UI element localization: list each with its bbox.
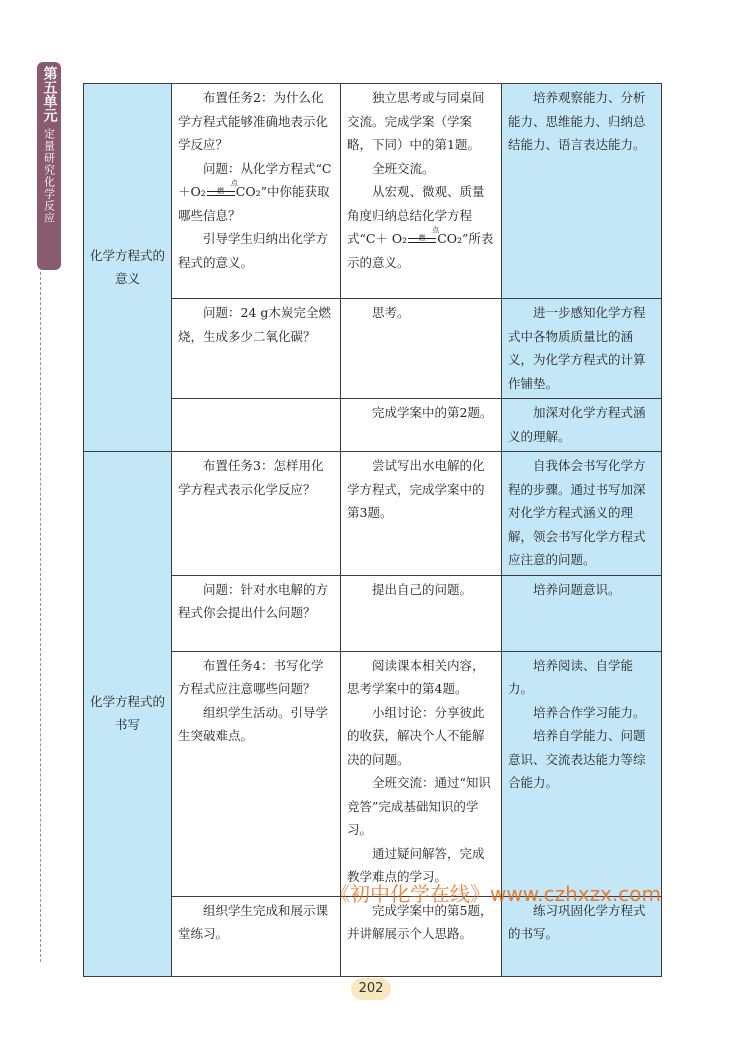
purpose-cell: 练习巩固化学方程式的书写。: [502, 896, 662, 976]
teacher-activity-cell: 布置任务3：怎样用化学方程式表示化学反应？: [172, 452, 341, 576]
unit-label: 第五单元: [41, 66, 58, 122]
teacher-activity-cell: 问题：针对水电解的方程式你会提出什么问题？: [172, 575, 341, 651]
section-topic-meaning: 化学方程式的意义: [84, 84, 172, 452]
purpose-cell: 培养问题意识。: [502, 575, 662, 651]
teacher-activity-cell: 布置任务2：为什么化学方程式能够准确地表示化学反应？ 问题：从化学方程式“C＋O₂ 点燃 CO₂”中你能获取哪些信息？ 引导学生归纳出化学方程式的意义。: [172, 84, 341, 299]
teacher-activity-cell: 布置任务4：书写化学方程式应注意哪些问题？ 组织学生活动。引导学生突破难点。: [172, 651, 341, 896]
reaction-arrow-icon: 点燃: [407, 234, 437, 246]
student-activity-cell: 思考。: [341, 299, 502, 399]
table-row: [84, 452, 662, 576]
unit-topic: 定量研究化学反应: [42, 128, 56, 224]
table-row: [84, 84, 662, 299]
student-activity-cell: 独立思考或与同桌间交流。完成学案（学案略，下同）中的第1题。 全班交流。 从宏观、微观、质量角度归纳总结化学方程式“C＋ O₂ 点燃 CO₂”所表示的意义。: [341, 84, 502, 299]
student-activity-cell: 尝试写出水电解的化学方程式，完成学案中的第3题。: [341, 452, 502, 576]
student-activity-cell: 完成学案中的第5题，并讲解展示个人思路。: [341, 896, 502, 976]
lesson-plan-table: [83, 83, 662, 977]
reaction-arrow-icon: 点燃: [206, 187, 236, 199]
unit-side-tab: [37, 62, 61, 270]
purpose-cell: 加深对化学方程式涵义的理解。: [502, 399, 662, 452]
student-activity-cell: 完成学案中的第2题。: [341, 399, 502, 452]
page-number: 202: [351, 978, 391, 1000]
purpose-cell: 培养阅读、自学能力。 培养合作学习能力。 培养自学能力、问题意识、交流表达能力等综合能力。: [502, 651, 662, 896]
student-activity-cell: 提出自己的问题。: [341, 575, 502, 651]
section-topic-writing: 化学方程式的书写: [84, 452, 172, 977]
student-activity-cell: 阅读课本相关内容，思考学案中的第4题。 小组讨论：分享彼此的收获，解决个人不能解决的问题。 全班交流：通过“知识竞答”完成基础知识的学习。 通过疑问解答，完成教学难点的学习。: [341, 651, 502, 896]
teacher-activity-cell: [172, 399, 341, 452]
watermark: 《初中化学在线》www.czhxzx.com: [330, 882, 662, 906]
side-divider-line: [40, 272, 41, 962]
purpose-cell: 自我体会书写化学方程的步骤。通过书写加深对化学方程式涵义的理解，领会书写化学方程式应注意的问题。: [502, 452, 662, 576]
teacher-activity-cell: 问题：24 g木炭完全燃烧，生成多少二氧化碳？: [172, 299, 341, 399]
purpose-cell: 进一步感知化学方程式中各物质质量比的涵义，为化学方程式的计算作铺垫。: [502, 299, 662, 399]
teacher-activity-cell: 组织学生完成和展示课堂练习。: [172, 896, 341, 976]
purpose-cell: 培养观察能力、分析能力、思维能力、归纳总结能力、语言表达能力。: [502, 84, 662, 299]
